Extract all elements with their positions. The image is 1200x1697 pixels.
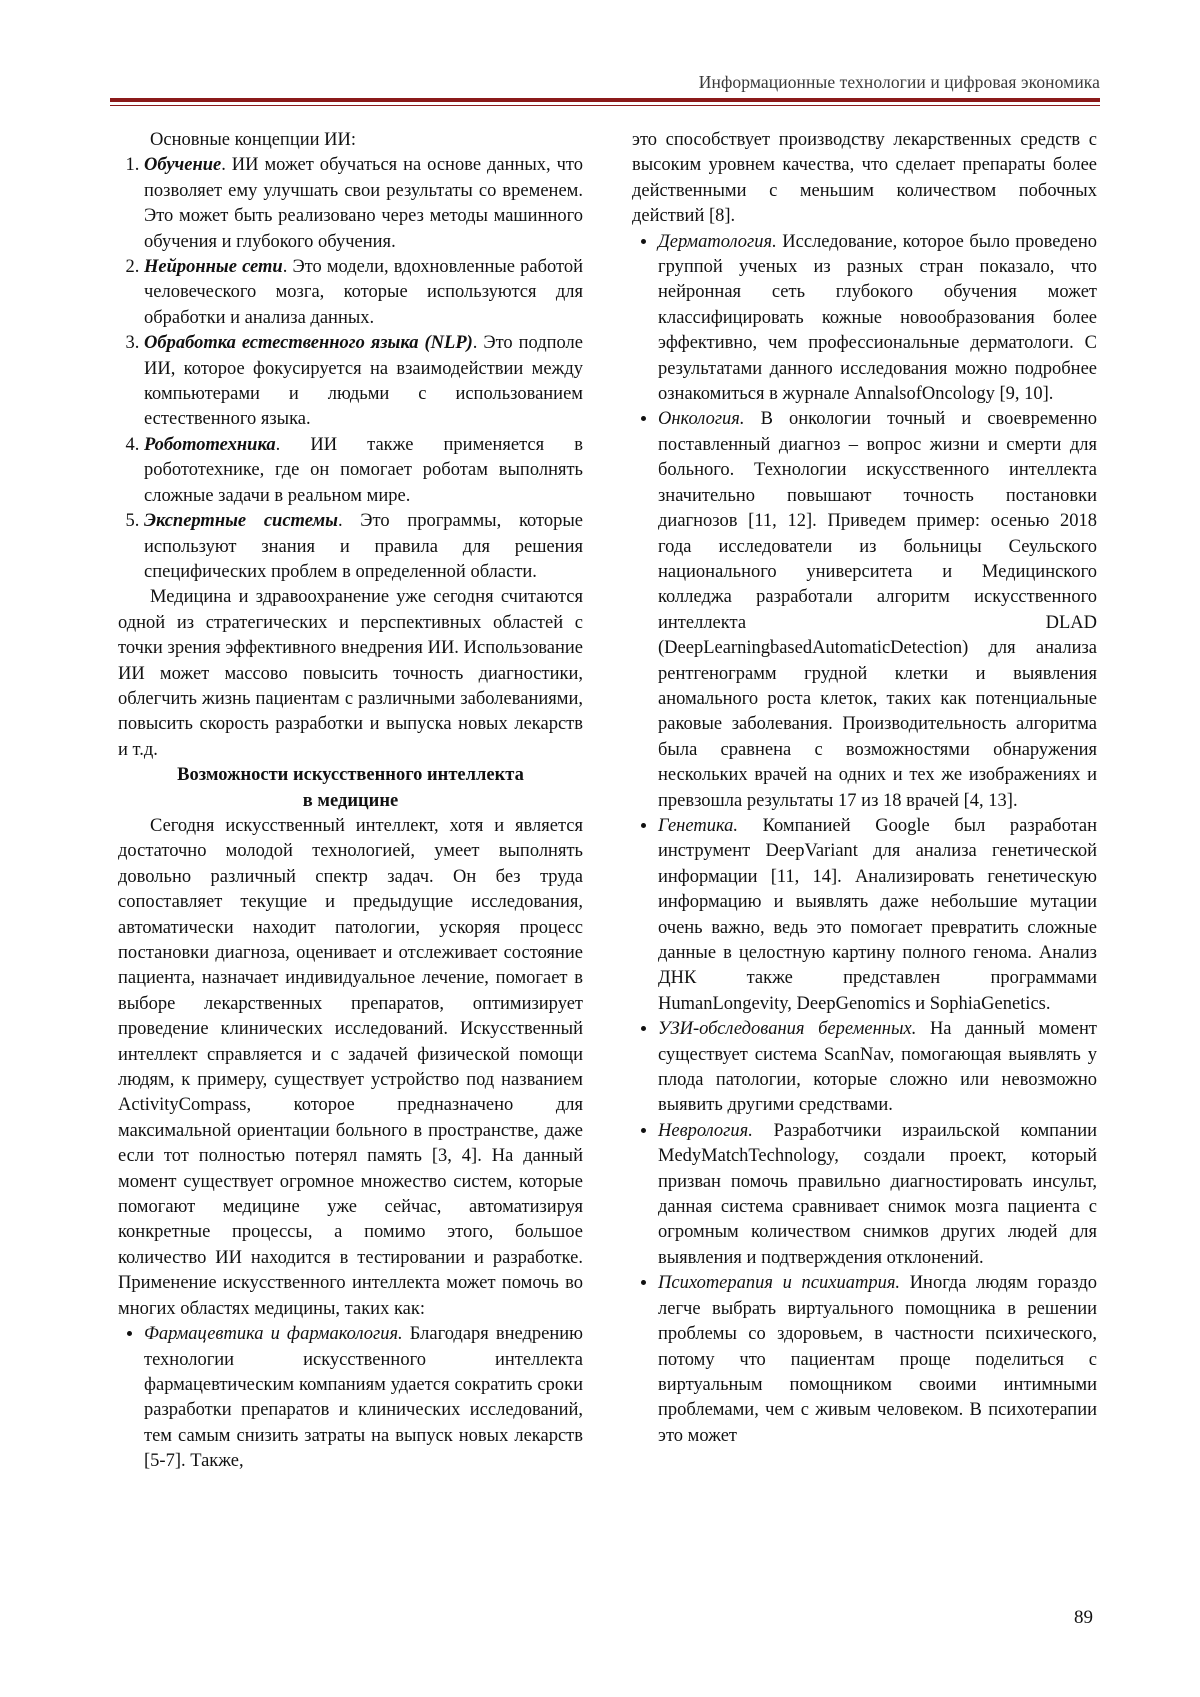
area-term: Дерматология. <box>658 231 777 252</box>
left-column <box>118 128 583 1475</box>
areas-list-left <box>118 1322 583 1474</box>
concept-term: Робототехника <box>144 434 276 455</box>
area-item <box>658 1271 1097 1449</box>
paragraph-today: Сегодня искусственный интеллект, хотя и является достаточно молодой технологией, умеет выполнять довольно различный спектр задач. Он без труда сопоставляет текущие и предыдущие исследования, автоматически находит патологии, ускоряя процесс постановки диагноза, оценивает и отслеживает состояние пациента, назначает индивидуальное лечение, помогает в выборе лекарственных препаратов, оптимизирует проведение клинических исследований. Искусственный интеллект справляется и с задачей физической помощи людям, к примеру, существует устройство под названием ActivityCompass, которое предназначено для максимальной ориентации больного в пространстве, даже если тот полностью потерял память [3, 4]. На данный момент существует огромное множество систем, которые помогают медицине уже сейчас, автоматизируя конкретные процессы, а помимо этого, большое количество ИИ находится в тестировании и разработке. Применение искусственного интеллекта может помочь во многих областях медицины, таких как: <box>118 815 583 1319</box>
area-item <box>658 230 1097 408</box>
concept-item <box>144 153 583 255</box>
concept-item <box>144 331 583 433</box>
section-heading-line1: Возможности искусственного интеллекта <box>177 765 524 786</box>
concept-item <box>144 509 583 585</box>
concept-item <box>144 255 583 331</box>
paragraph-medicine: Медицина и здравоохранение уже сегодня считаются одной из стратегических и перспективных областей с точки зрения эффективного внедрения ИИ. Использование ИИ может массово повысить точность диагностики, облегчить жизнь пациентам с различными заболеваниями, повысить скорость разработки и выпуска новых лекарств и т.д. <box>118 587 583 760</box>
concept-term: Нейронные сети <box>144 257 283 278</box>
area-text: Разработчики израильской компании MedyMatchTechnology, создали проект, который призван помочь правильно диагностировать инсульт, данная система сравнивает снимок мозга пациента с огромным количеством снимков других людей для выявления и подтверждения отклонений. <box>658 1120 1097 1268</box>
section-heading <box>118 763 583 814</box>
right-column <box>632 128 1097 1449</box>
concepts-intro: Основные концепции ИИ: <box>150 130 357 150</box>
area-term: Генетика. <box>658 815 739 836</box>
concept-text: . Это программы, которые используют знания и правила для решения специфических проблем в определенной области. <box>144 511 583 582</box>
area-term: Психотерапия и психиатрия. <box>658 1273 901 1294</box>
concept-text: . ИИ также применяется в робототехнике, где он помогает роботам выполнять сложные задачи в реальном мире. <box>144 434 583 506</box>
concepts-list <box>118 153 583 585</box>
area-text: Компанией Google был разработан инструмент DeepVariant для анализа генетической информации [11, 14]. Анализировать генетическую информацию и выявлять даже небольшие мутации очень важно, ведь это помогает превратить сложные данные в целостную картину полного генома. Анализ ДНК также представлен программами HumanLongevity, DeepGenomics и SophiaGenetics. <box>658 815 1097 1014</box>
area-text: В онкологии точный и своевременно поставленный диагноз – вопрос жизни и смерти для больного. Технологии искусственного интеллекта значительно повышают точность постановки диагнозов [11, 12]. Приведем пример: осенью 2018 года исследователи из больницы Сеульского национального университета и Медицинского колледжа разработали алгоритм искусственного интеллекта DLAD (DeepLearningbasedAutomaticDetection) для анализа рентгенограмм грудной клетки и выявления аномального роста клеток, таких как потенциальные раковые заболевания. Производительность алгоритма была сравнена с возможностями обнаружения нескольких врачей на одних и тех же изображениях и превзошла результаты 17 из 18 врачей [4, 13]. <box>658 409 1097 811</box>
concept-term: Экспертные системы <box>144 511 338 532</box>
running-header: Информационные технологии и цифровая экономика <box>698 72 1100 92</box>
concept-text: . ИИ может обучаться на основе данных, что позволяет ему улучшать свои результаты со временем. Это может быть реализовано через методы машинного обучения и глубокого обучения. <box>144 155 583 252</box>
page-number: 89 <box>1074 1607 1093 1628</box>
area-item <box>658 814 1097 1017</box>
area-term: Фармацевтика и фармакология. <box>144 1324 403 1345</box>
concept-term: Обучение <box>144 155 222 176</box>
area-text: Исследование, которое было проведено группой ученых из разных стран показало, что нейронная сеть глубокого обучения может классифицировать кожные новообразования более эффективно, чем профессиональные дерматологи. С результатами данного исследования можно подробнее ознакомиться в журнале AnnalsofOncology [9, 10]. <box>658 231 1097 405</box>
area-item-pharma <box>144 1322 583 1474</box>
area-text: Благодаря внедрению технологии искусственного интеллекта фармацевтическим компаниям удается сократить сроки разработки препаратов и клинических исследований, тем самым снизить затраты на выпуск новых лекарств [5-7]. Также, <box>144 1324 583 1472</box>
concept-text: . Это подполе ИИ, которое фокусируется на взаимодействии между компьютерами и людьми с использованием естественного языка. <box>144 333 584 430</box>
area-text: На данный момент существует система ScanNav, помогающая выявлять у плода патологии, которые сложно или невозможно выявить другими средствами. <box>658 1019 1097 1116</box>
header-rule-thick <box>110 98 1100 102</box>
concept-text: . Это модели, вдохновленные работой человеческого мозга, которые используются для обработки и анализа данных. <box>144 257 583 328</box>
area-item <box>658 407 1097 814</box>
area-text: Иногда людям гораздо легче выбрать виртуального помощника в решении проблемы со здоровьем, в частности психического, потому что пациентам проще поделиться с виртуальным помощником своими интимными проблемами, чем с живым человеком. В психотерапии это может <box>658 1273 1097 1446</box>
concept-term: Обработка естественного языка (NLP) <box>144 333 473 354</box>
area-term: Онкология. <box>658 409 745 430</box>
area-item <box>658 1119 1097 1271</box>
section-heading-line2: в медицине <box>302 790 399 811</box>
header-rule-thin <box>110 105 1100 106</box>
area-term: УЗИ-обследования беременных. <box>658 1019 917 1040</box>
area-term: Неврология. <box>658 1120 753 1141</box>
area-item <box>658 1017 1097 1119</box>
pharma-continuation: это способствует производству лекарственных средств с высоким уровнем качества, что сделает препараты более действенными с меньшим количеством побочных действий [8]. <box>632 130 1097 227</box>
areas-list-right <box>632 230 1097 1450</box>
concept-item <box>144 433 583 509</box>
